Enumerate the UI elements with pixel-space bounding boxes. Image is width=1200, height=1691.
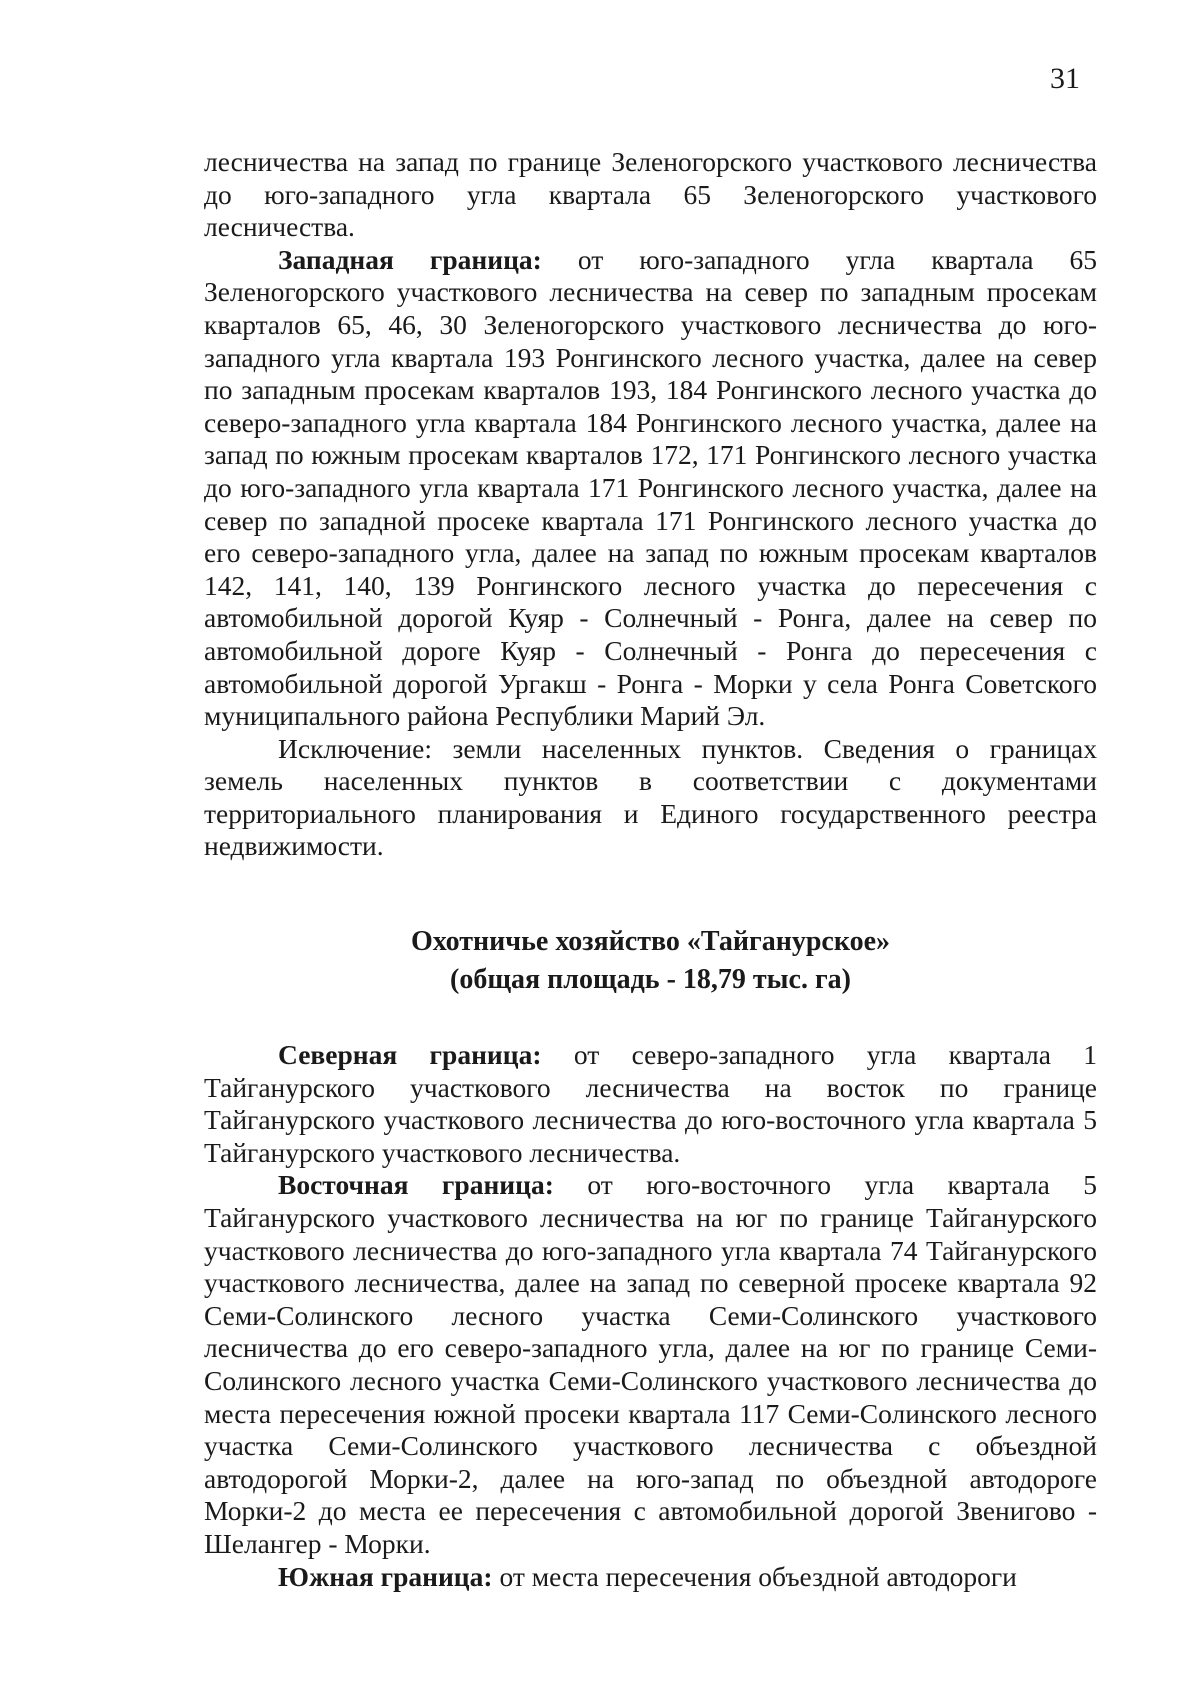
paragraph-eastern-border [204, 1169, 1097, 1560]
paragraph-southern-border [204, 1561, 1097, 1594]
text-section-bottom [204, 1039, 1097, 1593]
paragraph-text: Исключение: земли населенных пунктов. Сведения о границах земель населенных пунктов в соответствии с документами территориального планирования и Единого государственного реестра недвижимости. [204, 732, 1097, 862]
paragraph-western-border [204, 244, 1097, 733]
paragraph-lead: Западная граница: [278, 243, 542, 275]
paragraph-text: от северо-западного угла квартала 1 Тайганурского участкового лесничества на восток по границе Тайганурского участкового лесничества до юго-восточного угла квартала 5 Тайганурского участкового лесничества. [204, 1039, 1098, 1168]
text-section-top [204, 146, 1097, 863]
paragraph-text: от места пересечения объездной автодороги [492, 1560, 1017, 1592]
heading-subtitle: (общая площадь - 18,79 тыс. га) [450, 964, 851, 995]
heading-title: Охотничье хозяйство «Тайганурское» [410, 926, 891, 957]
paragraph-exception [204, 733, 1097, 863]
paragraph-text: от юго-западного угла квартала 65 Зеленогорского участкового лесничества на север по западным просекам кварталов 65, 46, 30 Зеленогорского участкового лесничества до юго-западного угла квартала 193 Ронгинского лесного участка, далее на север по западным просекам кварталов 193, 184 Ронгинского лесного участка до северо-западного угла квартала 184 Ронгинского лесного участка, далее на запад по южным просекам кварталов 172, 171 Ронгинского лесного участка до юго-западного угла квартала 171 Ронгинского лесного участка, далее на север по западной просеке квартала 171 Ронгинского лесного участка до его северо-западного угла, далее на запад по южным просекам кварталов 142, 141, 140, 139 Ронгинского лесного участка до пересечения с автомобильной дорогой Куяр - Солнечный - Ронга, далее на север по автомобильной дороге Куяр - Солнечный - Ронга до пересечения с автомобильной дорогой Ургакш - Ронга - Морки у села Ронга Советского муниципального района Республики Марий Эл. [204, 243, 1097, 732]
paragraph-lead: Южная граница: [278, 1560, 493, 1592]
paragraph-lead: Восточная граница: [278, 1169, 554, 1201]
paragraph-continuation [204, 146, 1097, 244]
section-heading [204, 923, 1097, 999]
paragraph-text: лесничества на запад по границе Зеленогорского участкового лесничества до юго-западного угла квартала 65 Зеленогорского участкового лесничества. [204, 146, 1097, 243]
page-number: 31 [1050, 62, 1080, 95]
paragraph-northern-border [204, 1039, 1097, 1169]
paragraph-lead: Северная граница: [278, 1039, 542, 1070]
paragraph-text: от юго-восточного угла квартала 5 Тайганурского участкового лесничества на юг по границе Тайганурского участкового лесничества до юго-западного угла квартала 74 Тайганурского участкового лесничества, далее на запад по северной просеке квартала 92 Семи-Солинского лесного участка Семи-Солинского участкового лесничества до его северо-западного угла, далее на юг по границе Семи-Солинского лесного участка Семи-Солинского участкового лесничества до места пересечения южной просеки квартала 117 Семи-Солинского лесного участка Семи-Солинского участкового лесничества с объездной автодорогой Морки-2, далее на юго-запад по объездной автодороге Морки-2 до места ее пересечения с автомобильной дорогой Звенигово - Шелангер - Морки. [204, 1169, 1097, 1559]
